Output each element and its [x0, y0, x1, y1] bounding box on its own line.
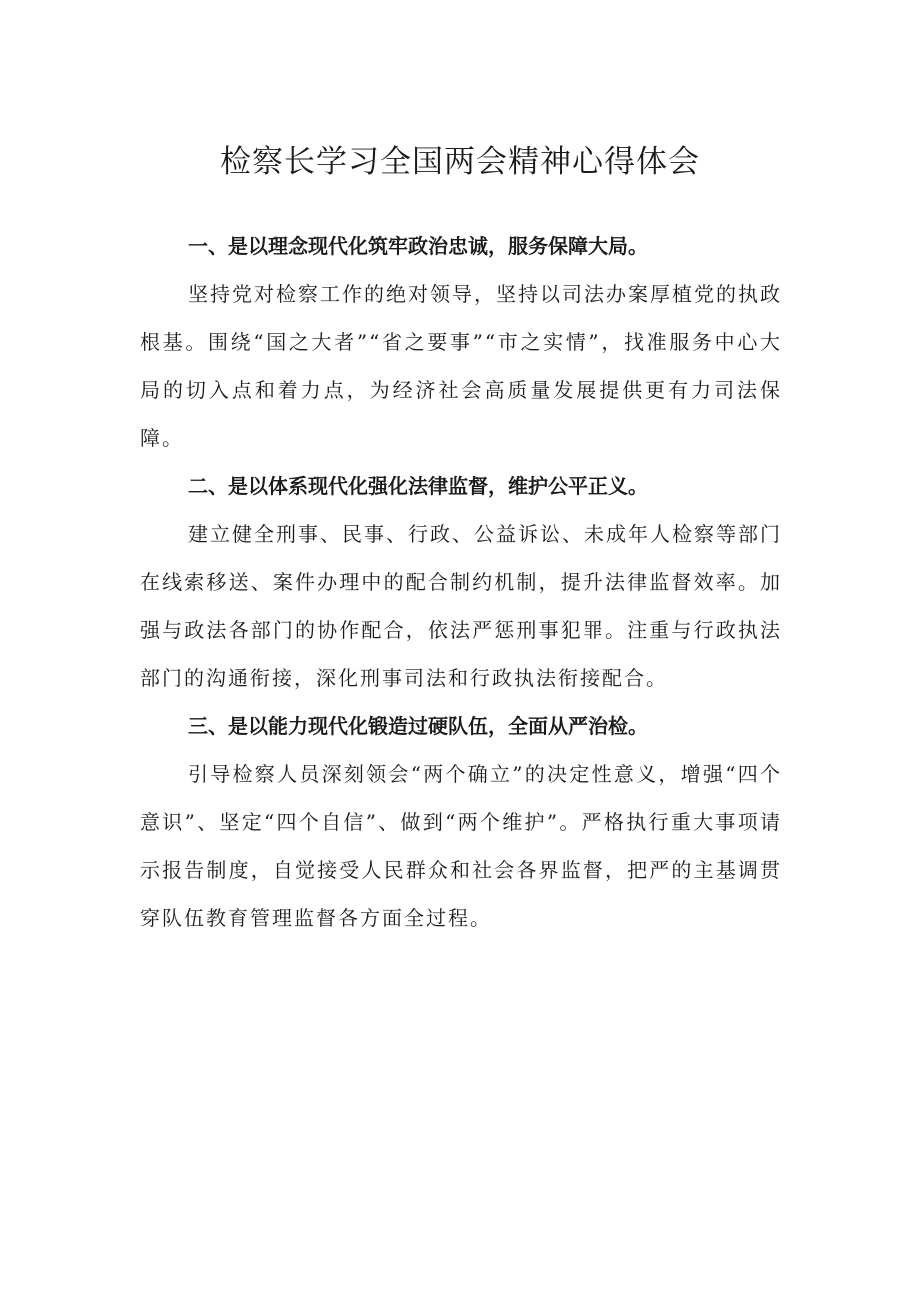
section-3: [140, 702, 782, 942]
section-heading: 二、是以体系现代化强化法律监督，维护公平正义。: [188, 474, 648, 498]
section-heading: 一、是以理念现代化筑牢政治忠诚，服务保障大局。: [188, 234, 648, 258]
section-paragraph: 引导检察人员深刻领会“两个确立”的决定性意义，增强“四个意识”、坚定“四个自信”、做到“两个维护”。严格执行重大事项请示报告制度，自觉接受人民群众和社会各界监督，把严的主基调贯穿队伍教育管理监督各方面全过程。: [140, 762, 782, 930]
section-heading: 三、是以能力现代化锻造过硬队伍，全面从严治检。: [188, 714, 648, 738]
section-1: [140, 222, 782, 462]
section-paragraph: 坚持党对检察工作的绝对领导，坚持以司法办案厚植党的执政根基。围绕“国之大者”“省之要事”“市之实情”，找准服务中心大局的切入点和着力点，为经济社会高质量发展提供更有力司法保障。: [140, 282, 782, 450]
section-paragraph: 建立健全刑事、民事、行政、公益诉讼、未成年人检察等部门在线索移送、案件办理中的配合制约机制，提升法律监督效率。加强与政法各部门的协作配合，依法严惩刑事犯罪。注重与行政执法部门的沟通衔接，深化刑事司法和行政执法衔接配合。: [140, 522, 782, 690]
section-2: [140, 462, 782, 702]
document-body: [140, 222, 782, 942]
document-title: 检察长学习全国两会精神心得体会: [220, 144, 700, 180]
